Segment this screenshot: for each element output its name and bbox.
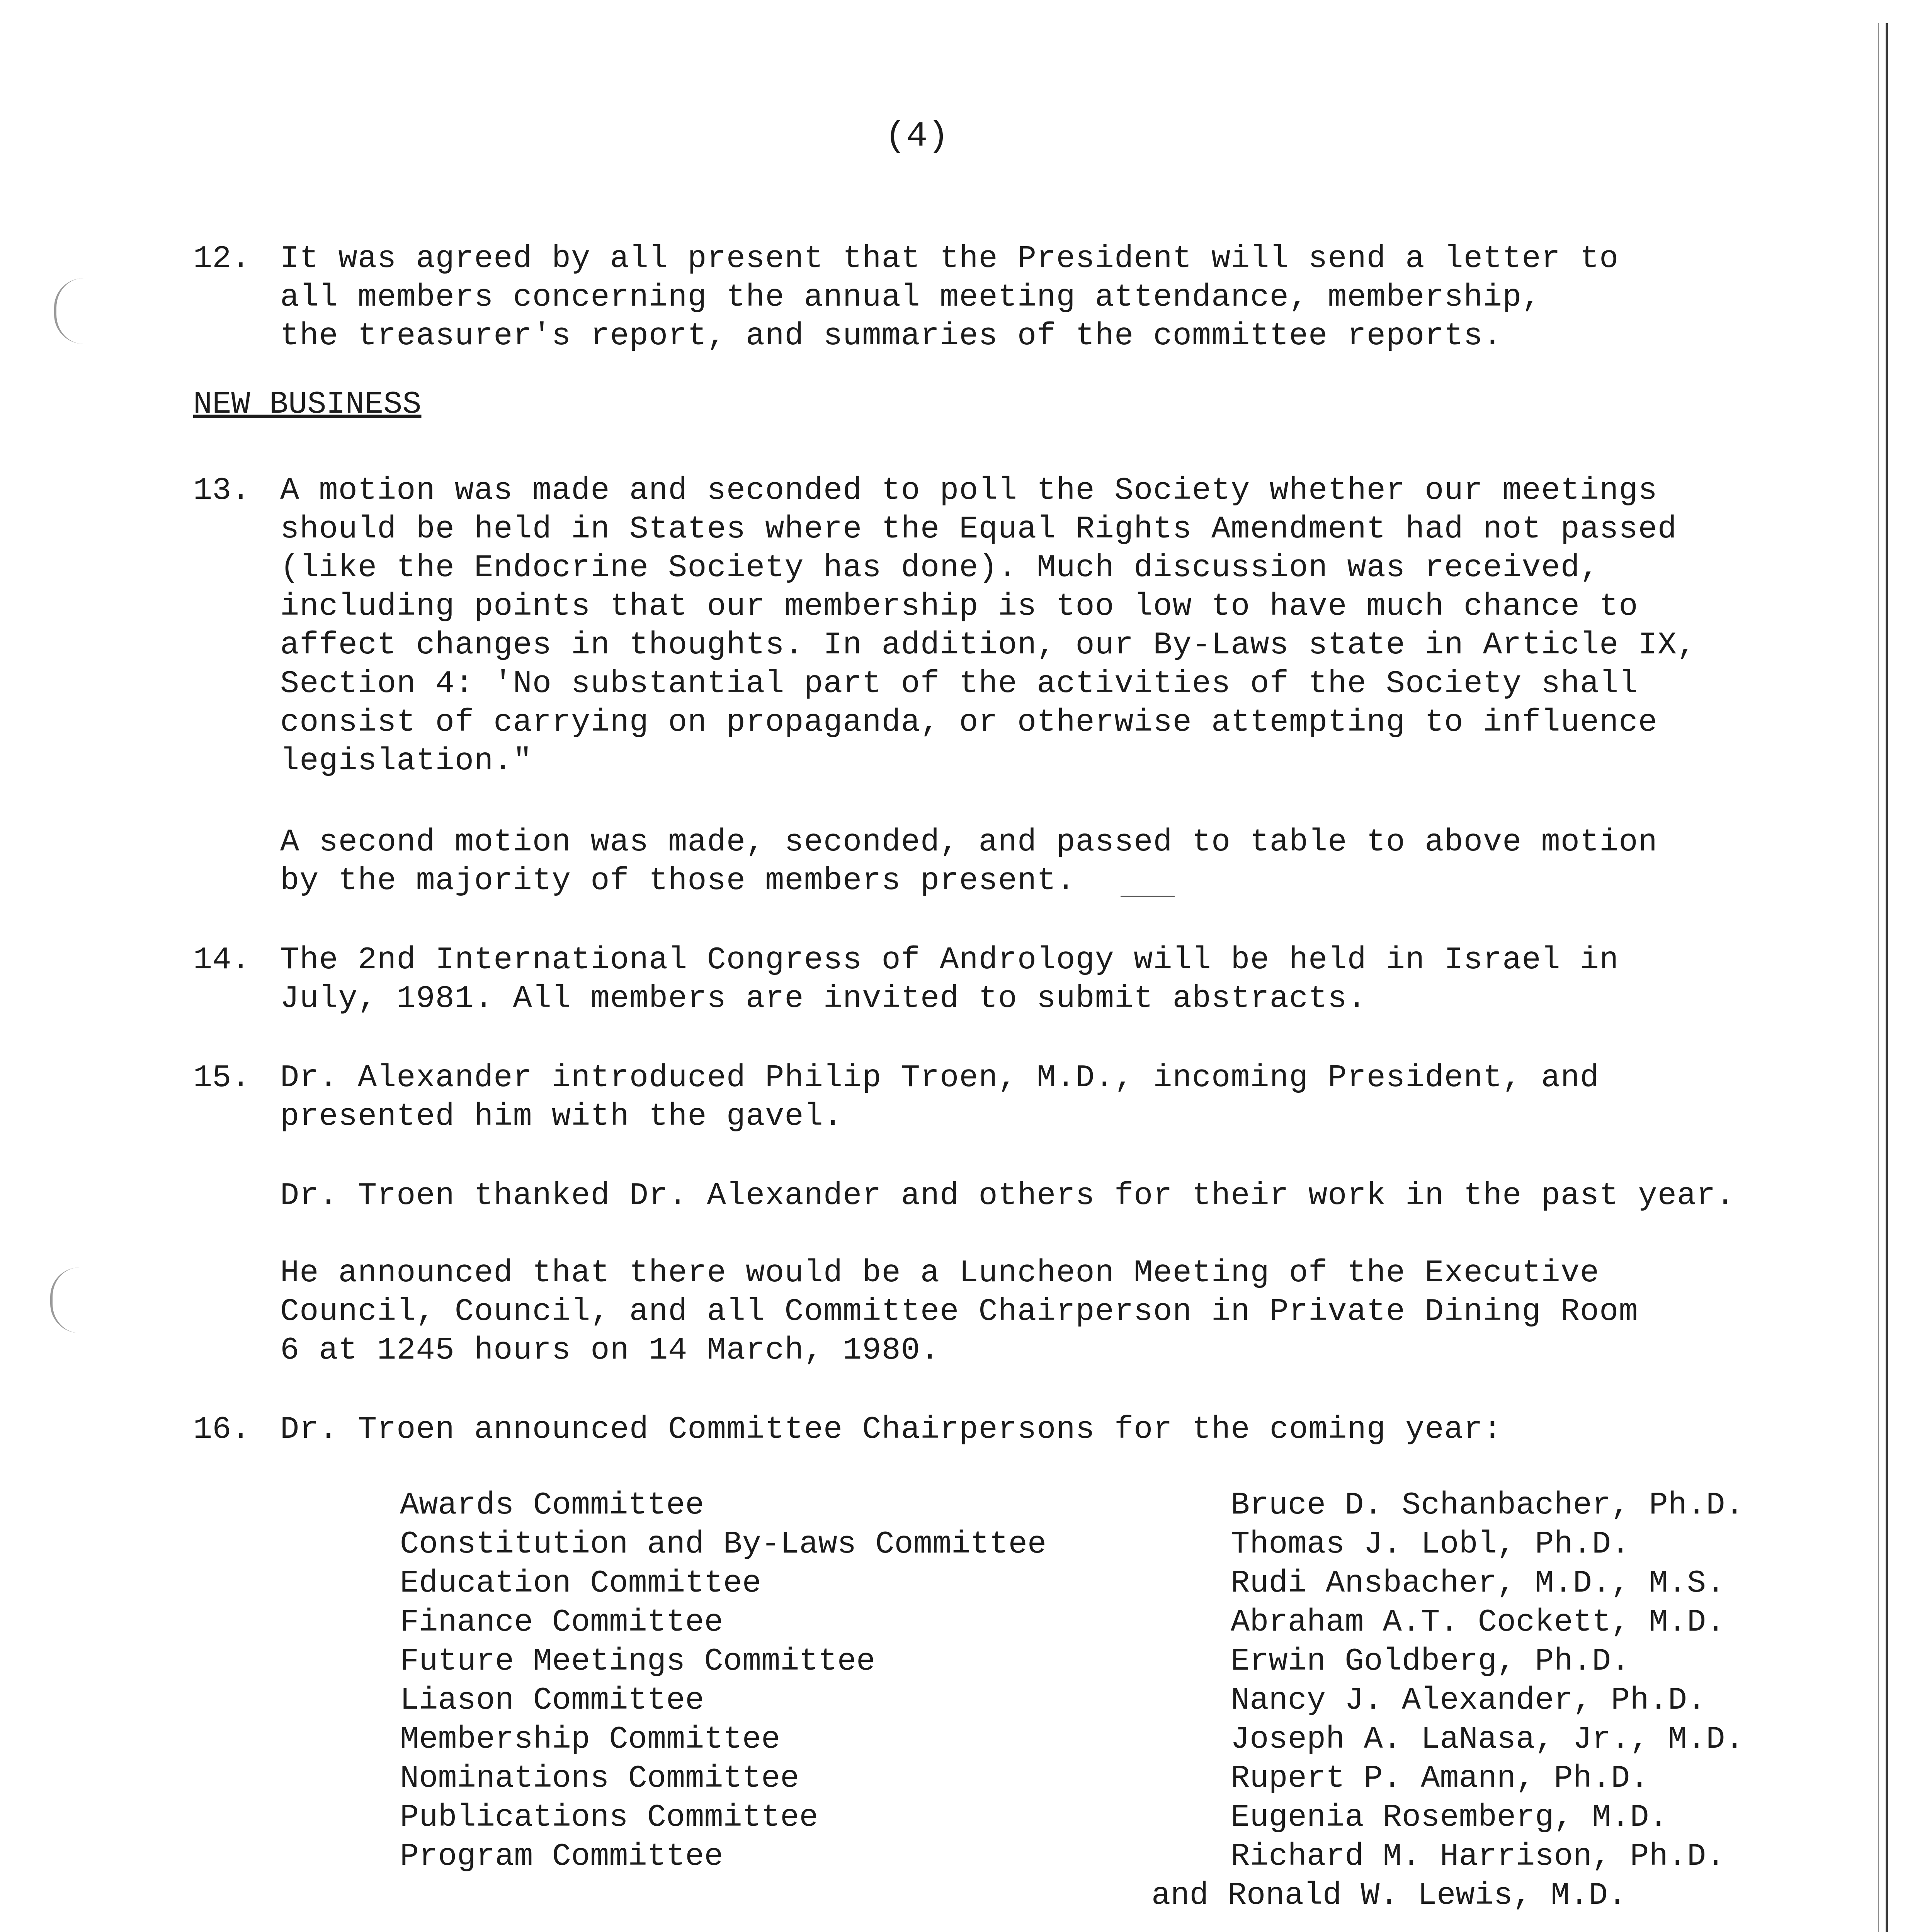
punch-hole-mark <box>50 1267 80 1333</box>
committee-name: Finance Committee <box>400 1604 723 1640</box>
text-line: including points that our membership is too low to have much chance to <box>280 588 1638 624</box>
text-line: Dr. Troen announced Committee Chairpersons for the coming year: <box>280 1412 1503 1447</box>
punch-hole-mark <box>54 278 83 344</box>
committee-chair: Richard M. Harrison, Ph.D. <box>1231 1838 1725 1874</box>
text-line: presented him with the gavel. <box>280 1099 843 1134</box>
committee-chair: Nancy J. Alexander, Ph.D. <box>1231 1682 1706 1718</box>
committee-chair: Rudi Ansbacher, M.D., M.S. <box>1231 1565 1725 1601</box>
text-line: A motion was made and seconded to poll the Society whether our meetings <box>280 473 1658 509</box>
item-number: 13. <box>193 473 250 509</box>
text-line: legislation." <box>280 743 532 779</box>
pen-mark <box>1121 896 1175 897</box>
committee-chair: Eugenia Rosemberg, M.D. <box>1231 1799 1668 1835</box>
text-line: Dr. Troen thanked Dr. Alexander and others for their work in the past year. <box>280 1178 1735 1214</box>
text-line: The 2nd International Congress of Andrology will be held in Israel in <box>280 942 1619 978</box>
committee-chair: Abraham A.T. Cockett, M.D. <box>1231 1604 1725 1640</box>
text-line: the treasurer's report, and summaries of the committee reports. <box>280 318 1503 354</box>
committee-name: Education Committee <box>400 1565 761 1601</box>
committee-chair-extra: and Ronald W. Lewis, M.D. <box>1151 1878 1627 1913</box>
committee-name: Nominations Committee <box>400 1760 799 1796</box>
committee-chair: Erwin Goldberg, Ph.D. <box>1231 1643 1630 1679</box>
item-number: 16. <box>193 1412 250 1447</box>
text-line: July, 1981. All members are invited to submit abstracts. <box>280 981 1367 1017</box>
text-line: Council, Council, and all Committee Chairperson in Private Dining Room <box>280 1294 1638 1330</box>
text-line: Dr. Alexander introduced Philip Troen, M.D., incoming President, and <box>280 1060 1600 1096</box>
page-number: (4) <box>885 116 949 156</box>
item-number: 12. <box>193 241 250 277</box>
text-line: 6 at 1245 hours on 14 March, 1980. <box>280 1332 940 1368</box>
scan-edge-line <box>1886 23 1888 1932</box>
committee-name: Liason Committee <box>400 1682 704 1718</box>
text-line: all members concerning the annual meeting attendance, membership, <box>280 279 1541 315</box>
committee-chair: Thomas J. Lobl, Ph.D. <box>1231 1526 1630 1562</box>
scan-edge-line <box>1878 23 1879 1932</box>
text-line: He announced that there would be a Luncheon Meeting of the Executive <box>280 1255 1600 1291</box>
item-number: 14. <box>193 942 250 978</box>
text-line: (like the Endocrine Society has done). Much discussion was received, <box>280 550 1600 586</box>
committee-name: Constitution and By-Laws Committee <box>400 1526 1047 1562</box>
text-line: affect changes in thoughts. In addition, our By-Laws state in Article IX, <box>280 627 1697 663</box>
text-line: should be held in States where the Equal Rights Amendment had not passed <box>280 511 1677 547</box>
committee-name: Awards Committee <box>400 1487 704 1523</box>
committee-name: Publications Committee <box>400 1799 818 1835</box>
text-line: It was agreed by all present that the President will send a letter to <box>280 241 1619 277</box>
text-line: by the majority of those members present. <box>280 863 1076 899</box>
text-line: Section 4: 'No substantial part of the activities of the Society shall <box>280 666 1638 702</box>
text-line: consist of carrying on propaganda, or otherwise attempting to influence <box>280 704 1658 740</box>
item-number: 15. <box>193 1060 250 1096</box>
committee-name: Future Meetings Committee <box>400 1643 876 1679</box>
section-heading: NEW BUSINESS <box>193 386 422 422</box>
text-line: A second motion was made, seconded, and passed to table to above motion <box>280 824 1658 860</box>
committee-name: Program Committee <box>400 1838 723 1874</box>
committee-chair: Joseph A. LaNasa, Jr., M.D. <box>1231 1721 1744 1757</box>
committee-chair: Rupert P. Amann, Ph.D. <box>1231 1760 1649 1796</box>
committee-chair: Bruce D. Schanbacher, Ph.D. <box>1231 1487 1744 1523</box>
committee-name: Membership Committee <box>400 1721 781 1757</box>
